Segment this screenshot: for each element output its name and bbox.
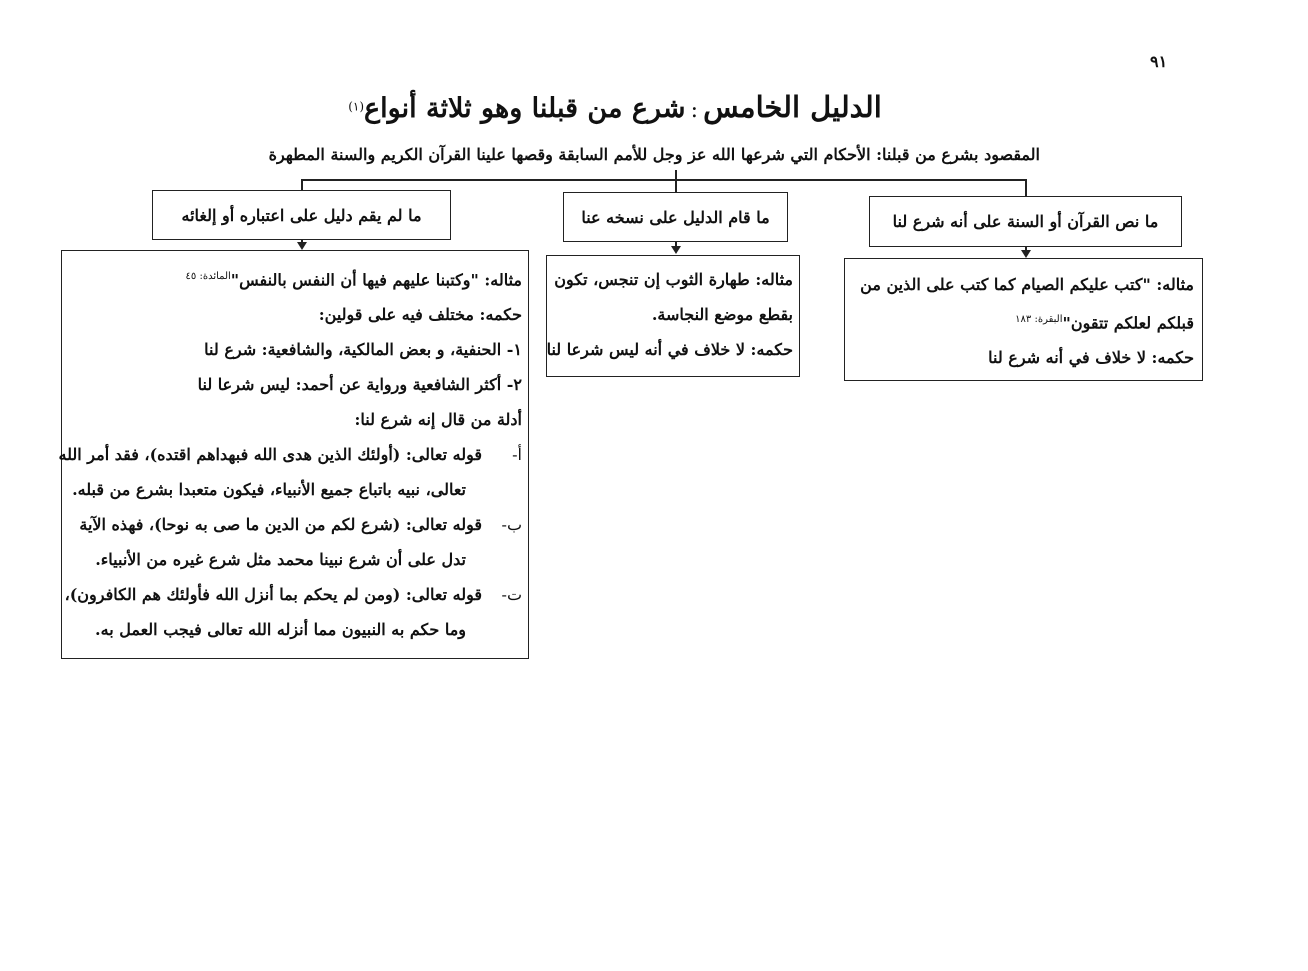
branch-header-right-label: ما نص القرآن أو السنة على أنه شرع لنا [892, 212, 1159, 231]
left-example [68, 259, 522, 297]
evidence-tag-t: ت- [501, 585, 522, 605]
right-example-ref: البقرة: ١٨٣ [1015, 314, 1063, 325]
left-example-ref: المائدة: ٤٥ [185, 271, 231, 282]
branch-header-middle-label: ما قام الدليل على نسخه عنا [581, 207, 770, 227]
arrow-down-left [297, 242, 307, 250]
right-ruling: حكمه: لا خلاف في أنه شرع لنا [988, 348, 1194, 368]
title-subtitle: شرع من قبلنا وهو ثلاثة أنواع [364, 93, 686, 124]
evidence-a-line-2: تعالى، نبيه باتباع جميع الأنبياء، فيكون متعبدا بشرع من قبله. [72, 480, 466, 500]
branch-detail-middle [546, 255, 800, 377]
evidence-item-a [58, 437, 522, 472]
arrow-down-middle [671, 246, 681, 254]
evidence-t-line-1: قوله تعالى: (ومن لم يحكم بما أنزل الله فأولئك هم الكافرون)، [64, 585, 482, 605]
title-main: الدليل الخامس [703, 90, 882, 124]
right-example-line-2 [853, 302, 1194, 340]
evidence-item-b [68, 507, 522, 542]
right-example-text: قبلكم لعلكم تتقون" [1062, 313, 1194, 333]
middle-example-line-1: مثاله: طهارة الثوب إن تنجس، تكون [554, 270, 793, 289]
left-opinion-1: ١- الحنفية، و بعض المالكية، والشافعية: شرع لنا [204, 340, 522, 360]
connector-drop-middle [675, 179, 677, 193]
definition-text: المقصود بشرع من قبلنا: الأحكام التي شرعها الله عز وجل للأمم السابقة وقصها علينا القرآن الكريم والسنة المطهرة [268, 145, 1040, 164]
evidence-b-line-2: تدل على أن شرع نبينا محمد مثل شرع غيره من الأنبياء. [95, 550, 466, 570]
title-footnote-marker: (١) [348, 99, 365, 114]
evidence-t-line-2: وما حكم به النبيون مما أنزله الله تعالى فيجب العمل به. [95, 620, 466, 640]
left-opinion-2: ٢- أكثر الشافعية ورواية عن أحمد: ليس شرعا لنا [197, 375, 522, 395]
right-example-line-1: مثاله: "كتب عليكم الصيام كما كتب على الذين من [860, 275, 1194, 294]
branch-detail-left [58, 250, 529, 659]
evidence-tag-b: ب- [501, 515, 522, 535]
left-evidence-title: أدلة من قال إنه شرع لنا: [354, 410, 522, 430]
evidence-b-line-1: قوله تعالى: (شرع لكم من الدين ما صى به نوحا)، فهذه الآية [79, 515, 482, 535]
evidence-item-t [64, 577, 522, 612]
connector-bar [301, 179, 1026, 181]
branch-header-left [152, 190, 451, 240]
left-ruling: حكمه: مختلف فيه على قولين: [318, 305, 522, 325]
connector-drop-right [1025, 179, 1027, 197]
page-number: ٩١ [1150, 52, 1168, 71]
left-example-text: مثاله: "وكتبنا عليهم فيها أن النفس بالنفس" [230, 270, 522, 290]
arrow-down-right [1021, 250, 1031, 258]
middle-example-line-2: بقطع موضع النجاسة. [651, 305, 793, 324]
page-title [300, 90, 930, 136]
middle-ruling: حكمه: لا خلاف في أنه ليس شرعا لنا [546, 340, 793, 359]
title-colon: : [690, 98, 698, 123]
branch-detail-right [844, 258, 1203, 381]
evidence-a-line-1: قوله تعالى: (أولئك الذين هدى الله فبهداهم اقتده)، فقد أمر الله [58, 445, 482, 465]
branch-header-right [869, 196, 1182, 247]
branch-header-left-label: ما لم يقم دليل على اعتباره أو إلغائه [181, 205, 422, 225]
branch-header-middle [563, 192, 788, 242]
evidence-tag-a: أ- [512, 445, 522, 465]
